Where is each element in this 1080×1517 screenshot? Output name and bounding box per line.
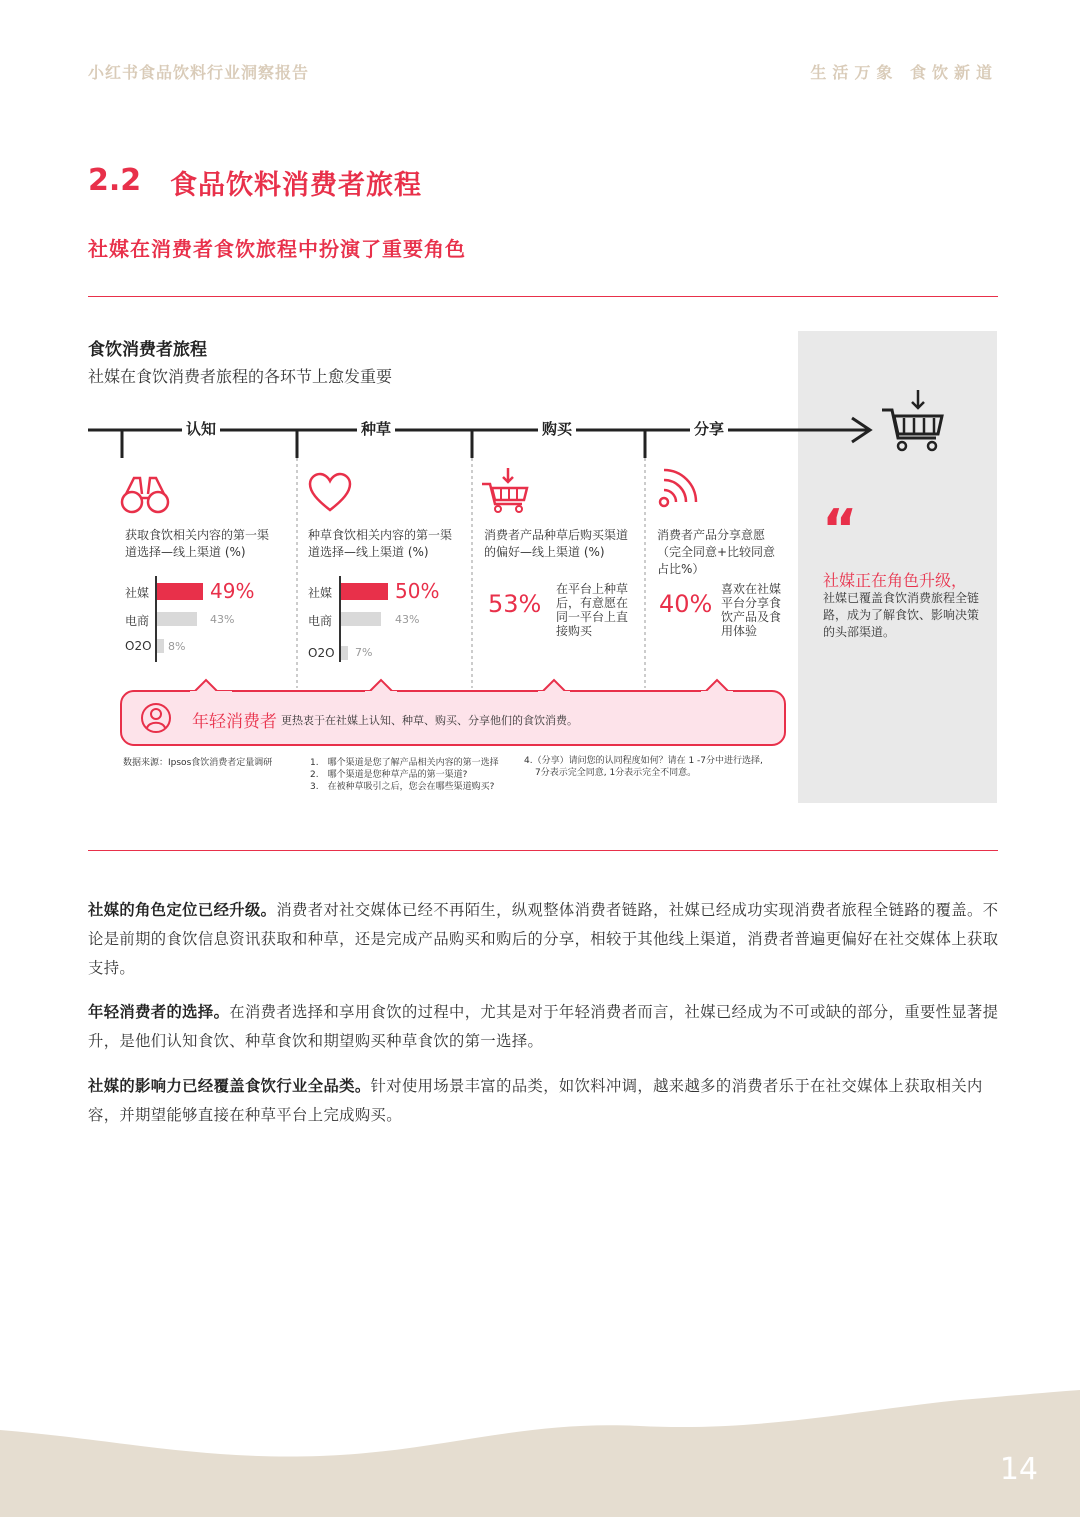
col2-bar-label-ecommerce: 电商: [308, 614, 333, 628]
col2-bar-social: [341, 583, 388, 600]
callout-notches: [0, 676, 800, 696]
col1-bar-label-ecommerce: 电商: [125, 614, 150, 628]
section-subtitle: 社媒在消费者食饮旅程中扮演了重要角色: [88, 237, 466, 261]
stage-share: 分享: [690, 418, 728, 439]
footnotes-left: [310, 757, 499, 793]
col3-stat-description: 在平台上种草后，有意愿在同一平台上直接购买: [556, 582, 629, 638]
col1-bar-ecommerce: [157, 612, 197, 626]
quote-body: 社媒已覆盖食饮消费旅程全链路，成为了解食饮、影响决策的头部渠道。: [823, 591, 980, 639]
col1-bar-label-social: 社媒: [125, 586, 150, 600]
user-icon: [140, 702, 172, 734]
report-slogan: 生活万象 食饮新道: [810, 63, 998, 82]
col2-bar-label-o2o: O2O: [308, 646, 335, 660]
paragraph-2-text: 在消费者选择和享用食饮的过程中，尤其是对于年轻消费者而言，社媒已经成为不可或缺的部分，重要性显著提升，是他们认知食饮、种草食饮和期望购买种草食饮的第一选择。: [88, 1003, 999, 1050]
heart-icon: [307, 472, 353, 514]
figure-subtitle: 社媒在食饮消费者旅程的各环节上愈发重要: [88, 367, 393, 386]
col2-bar-o2o: [341, 646, 348, 660]
data-source: 数据来源：Ipsos食饮消费者定量调研: [123, 758, 273, 768]
paragraph-3-lead: 社媒的影响力已经覆盖食饮行业全品类。: [88, 1077, 371, 1095]
section-title: 食品饮料消费者旅程: [170, 170, 422, 201]
stage-seeding: 种草: [357, 418, 395, 439]
col2-description: 种草食饮相关内容的第一渠道选择—线上渠道 (%): [308, 528, 453, 559]
paragraph-2-lead: 年轻消费者的选择。: [88, 1003, 230, 1021]
cart-download-icon: [480, 466, 530, 514]
figure-title: 食饮消费者旅程: [88, 340, 207, 360]
footnotes-right: [524, 755, 784, 779]
footnote-1: 1. 哪个渠道是您了解产品相关内容的第一选择: [310, 758, 499, 768]
paragraph-1: [88, 896, 1000, 983]
shopping-cart-icon: [880, 388, 946, 454]
quote-title: 社媒正在角色升级，: [823, 571, 968, 590]
report-title: 小红书食品饮料行业洞察报告: [88, 63, 310, 82]
col1-bar-label-o2o: O2O: [125, 639, 152, 653]
col4-description: 消费者产品分享意愿（完全同意+比较同意占比%）: [657, 528, 776, 576]
col2-value-social: 50%: [395, 579, 440, 603]
col1-description: 获取食饮相关内容的第一渠道选择—线上渠道 (%): [125, 528, 270, 559]
stage-awareness: 认知: [182, 418, 220, 439]
share-signal-icon: [656, 468, 700, 510]
footnote-3: 3. 在被种草吸引之后，您会在哪些渠道购买?: [310, 782, 495, 792]
footer-wave: [0, 1390, 1080, 1517]
col3-stat: 53%: [488, 590, 542, 618]
col2-value-ecommerce: 43%: [395, 613, 420, 626]
col4-stat-description: 喜欢在社媒平台分享食饮产品及食用体验: [721, 582, 782, 638]
col1-value-social: 49%: [210, 579, 255, 603]
page-number: 14: [999, 1452, 1038, 1487]
footnote-2: 2. 哪个渠道是您种草产品的第一渠道?: [310, 770, 468, 780]
col3-description: 消费者产品种草后购买渠道的偏好—线上渠道 (%): [484, 528, 629, 559]
col1-value-o2o: 8%: [168, 640, 186, 653]
footnote-4-cont: 7分表示完全同意, 1分表示完全不同意。: [535, 768, 697, 778]
col1-bar-o2o: [157, 639, 164, 653]
young-consumer-highlight: 年轻消费者: [192, 712, 277, 732]
young-consumer-text: 更热衷于在社媒上认知、种草、购买、分享他们的食饮消费。: [281, 714, 578, 727]
binoculars-icon: [120, 474, 170, 516]
col1-bar-social: [157, 583, 203, 600]
paragraph-2: [88, 998, 1000, 1056]
col4-stat: 40%: [659, 590, 713, 618]
col2-bar-label-social: 社媒: [308, 586, 333, 600]
paragraph-1-lead: 社媒的角色定位已经升级。: [88, 901, 277, 919]
col1-value-ecommerce: 43%: [210, 613, 235, 626]
section-number: 2.2: [88, 163, 142, 198]
paragraph-3-text: 针对使用场景丰富的品类，如饮料冲调，越来越多的消费者乐于在社交媒体上获取相关内容，并期望能够直接在种草平台上完成购买。: [88, 1077, 983, 1124]
divider-bottom: [88, 850, 998, 851]
col2-bar-ecommerce: [341, 612, 381, 626]
paragraph-1-text: 消费者对社交媒体已经不再陌生，纵观整体消费者链路，社媒已经成功实现消费者旅程全链路的覆盖。不论是前期的食饮信息资讯获取和种草，还是完成产品购买和购后的分享，相较于其他线上渠道，消费者普遍更偏好在社交媒体上获取支持。: [88, 901, 999, 977]
stage-purchase: 购买: [538, 418, 576, 439]
paragraph-3: [88, 1072, 1000, 1130]
footnote-4: 4.（分享）请问您的认同程度如何？请在 1 -7分中进行选择,: [524, 756, 763, 766]
col2-value-o2o: 7%: [355, 646, 373, 659]
quote-mark: “: [822, 498, 858, 561]
